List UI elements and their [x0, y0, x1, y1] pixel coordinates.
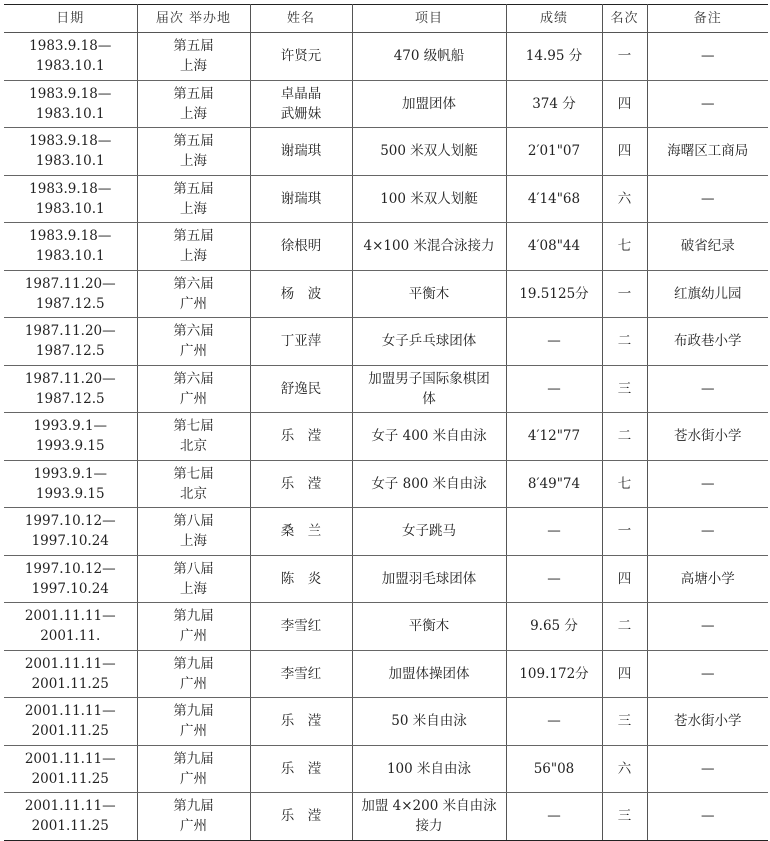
session-venue-cell — [137, 508, 250, 556]
session-venue-cell-line: 上海 — [180, 580, 207, 597]
date-cell-line: 1983.10.1 — [35, 58, 105, 75]
session-venue-cell-line: 第七届 — [173, 465, 214, 482]
date-cell-line: 1983.9.18— — [29, 133, 112, 150]
event-cell — [352, 223, 506, 271]
date-cell — [4, 745, 137, 793]
session-venue-cell-line: 第六届 — [173, 275, 214, 292]
session-venue-cell — [137, 793, 250, 841]
session-venue-cell — [137, 80, 250, 128]
session-venue-cell-line: 上海 — [180, 153, 207, 170]
table-row — [4, 745, 768, 793]
header-note: 备注 — [647, 5, 768, 33]
note-cell: — — [647, 793, 768, 841]
session-venue-cell — [137, 270, 250, 318]
table-row — [4, 80, 768, 128]
table-row — [4, 318, 768, 366]
date-cell — [4, 793, 137, 841]
date-cell-line: 2001.11.11— — [24, 703, 116, 720]
rank-cell: 四 — [602, 128, 647, 176]
header-event: 项目 — [352, 5, 506, 33]
note-cell: 布政巷小学 — [647, 318, 768, 366]
date-cell-line: 1993.9.1— — [33, 465, 108, 482]
date-cell-line: 1987.11.20— — [24, 370, 116, 387]
name-cell-line: 徐根明 — [280, 238, 322, 255]
date-cell — [4, 698, 137, 746]
result-cell: 9.65 分 — [506, 603, 602, 651]
name-cell — [250, 175, 352, 223]
event-cell — [352, 460, 506, 508]
table-body — [4, 33, 768, 841]
name-cell-line: 谢瑞琪 — [280, 143, 322, 160]
event-cell-line: 50 米自由泳 — [391, 713, 467, 730]
result-cell: 4′12"77 — [506, 413, 602, 461]
event-cell — [352, 603, 506, 651]
event-cell — [352, 318, 506, 366]
result-cell: — — [506, 555, 602, 603]
date-cell — [4, 33, 137, 81]
name-cell-line: 谢瑞琪 — [280, 190, 322, 207]
rank-cell: 一 — [602, 270, 647, 318]
rank-cell: 一 — [602, 508, 647, 556]
name-cell-line: 丁亚萍 — [280, 333, 322, 350]
date-cell-line: 2001.11.11— — [24, 798, 116, 815]
event-cell — [352, 33, 506, 81]
name-cell — [250, 365, 352, 413]
name-cell — [250, 555, 352, 603]
session-venue-cell-line: 广州 — [180, 770, 207, 787]
session-venue-cell-line: 广州 — [180, 818, 207, 835]
rank-cell: 六 — [602, 745, 647, 793]
date-cell-line: 1983.9.18— — [29, 180, 112, 197]
session-venue-cell — [137, 650, 250, 698]
event-cell-line: 100 米双人划艇 — [380, 190, 478, 207]
table-row — [4, 460, 768, 508]
event-cell-line: 平衡木 — [408, 285, 450, 302]
session-venue-cell-line: 第七届 — [173, 418, 214, 435]
table-row — [4, 365, 768, 413]
rank-cell: 一 — [602, 33, 647, 81]
result-cell: 2′01"07 — [506, 128, 602, 176]
name-cell-line: 乐 滢 — [280, 475, 322, 492]
result-cell: — — [506, 318, 602, 366]
session-venue-cell-line: 第六届 — [173, 370, 214, 387]
session-venue-cell — [137, 603, 250, 651]
records-table — [4, 4, 768, 841]
event-cell-line: 加盟团体 — [402, 95, 456, 112]
session-venue-cell-line: 第九届 — [173, 655, 214, 672]
session-venue-cell-line: 第五届 — [173, 85, 214, 102]
date-cell — [4, 508, 137, 556]
event-cell-line: 平衡木 — [408, 618, 450, 635]
event-cell — [352, 365, 506, 413]
event-cell-line: 女子 800 米自由泳 — [371, 475, 487, 492]
date-cell-line: 1997.10.12— — [24, 513, 116, 530]
date-cell — [4, 460, 137, 508]
event-cell-line: 女子跳马 — [402, 523, 456, 540]
name-cell-line: 李雪红 — [280, 665, 322, 682]
rank-cell: 三 — [602, 365, 647, 413]
name-cell — [250, 650, 352, 698]
session-venue-cell — [137, 223, 250, 271]
name-cell — [250, 460, 352, 508]
note-cell: — — [647, 603, 768, 651]
session-venue-cell-line: 第八届 — [173, 560, 214, 577]
rank-cell: 四 — [602, 555, 647, 603]
note-cell: — — [647, 508, 768, 556]
event-cell-line: 女子 400 米自由泳 — [371, 428, 487, 445]
session-venue-cell-line: 第八届 — [173, 513, 214, 530]
name-cell — [250, 698, 352, 746]
event-cell-line: 4×100 米混合泳接力 — [363, 238, 495, 255]
note-cell: 苍水街小学 — [647, 698, 768, 746]
date-cell-line: 2001.11.11— — [24, 750, 116, 767]
header-name: 姓名 — [250, 5, 352, 33]
event-cell — [352, 508, 506, 556]
name-cell — [250, 128, 352, 176]
event-cell-line: 体 — [422, 390, 436, 407]
session-venue-cell — [137, 555, 250, 603]
event-cell — [352, 698, 506, 746]
note-cell: 破省纪录 — [647, 223, 768, 271]
date-cell-line: 2001.11.25 — [31, 723, 109, 740]
table-row — [4, 33, 768, 81]
table-row — [4, 413, 768, 461]
event-cell-line: 加盟体操团体 — [388, 665, 470, 682]
name-cell-line: 武姗妹 — [280, 105, 322, 122]
note-cell: 高塘小学 — [647, 555, 768, 603]
result-cell: 4′08"44 — [506, 223, 602, 271]
date-cell-line: 1983.10.1 — [35, 153, 105, 170]
session-venue-cell-line: 第五届 — [173, 228, 214, 245]
session-venue-cell-line: 第五届 — [173, 133, 214, 150]
session-venue-cell — [137, 318, 250, 366]
header-session-venue: 届次 举办地 — [137, 5, 250, 33]
date-cell-line: 1997.10.24 — [31, 533, 109, 550]
rank-cell: 七 — [602, 223, 647, 271]
session-venue-cell-line: 广州 — [180, 723, 207, 740]
name-cell-line: 杨 波 — [280, 285, 322, 302]
event-cell-line: 女子乒乓球团体 — [381, 333, 477, 350]
note-cell: — — [647, 33, 768, 81]
event-cell-line: 500 米双人划艇 — [380, 143, 478, 160]
result-cell: — — [506, 365, 602, 413]
name-cell-line: 舒逸民 — [280, 380, 322, 397]
event-cell — [352, 128, 506, 176]
result-cell: 4′14"68 — [506, 175, 602, 223]
note-cell: 苍水街小学 — [647, 413, 768, 461]
event-cell — [352, 650, 506, 698]
date-cell-line: 2001.11.11— — [24, 608, 116, 625]
session-venue-cell-line: 第六届 — [173, 323, 214, 340]
session-venue-cell-line: 上海 — [180, 105, 207, 122]
rank-cell: 四 — [602, 650, 647, 698]
table-row — [4, 555, 768, 603]
table-row — [4, 223, 768, 271]
date-cell-line: 1983.10.1 — [35, 200, 105, 217]
note-cell: — — [647, 745, 768, 793]
table-row — [4, 128, 768, 176]
records-table-container — [4, 4, 768, 841]
date-cell-line: 2001.11.25 — [31, 675, 109, 692]
rank-cell: 二 — [602, 603, 647, 651]
date-cell — [4, 365, 137, 413]
rank-cell: 三 — [602, 793, 647, 841]
session-venue-cell — [137, 745, 250, 793]
name-cell-line: 卓晶晶 — [280, 85, 322, 102]
event-cell-line: 加盟 4×200 米自由泳 — [361, 798, 497, 815]
result-cell: 109.172分 — [506, 650, 602, 698]
date-cell-line: 2001.11.25 — [31, 770, 109, 787]
event-cell — [352, 555, 506, 603]
date-cell-line: 1983.9.18— — [29, 38, 112, 55]
result-cell: 8′49"74 — [506, 460, 602, 508]
session-venue-cell-line: 上海 — [180, 200, 207, 217]
table-row — [4, 793, 768, 841]
event-cell — [352, 270, 506, 318]
note-cell: 红旗幼儿园 — [647, 270, 768, 318]
date-cell-line: 1987.11.20— — [24, 323, 116, 340]
session-venue-cell-line: 第五届 — [173, 180, 214, 197]
date-cell — [4, 603, 137, 651]
name-cell — [250, 318, 352, 366]
session-venue-cell-line: 第五届 — [173, 38, 214, 55]
date-cell-line: 1993.9.1— — [33, 418, 108, 435]
date-cell — [4, 128, 137, 176]
name-cell — [250, 745, 352, 793]
date-cell — [4, 80, 137, 128]
name-cell-line: 乐 滢 — [280, 808, 322, 825]
session-venue-cell — [137, 33, 250, 81]
table-row — [4, 650, 768, 698]
rank-cell: 三 — [602, 698, 647, 746]
header-rank: 名次 — [602, 5, 647, 33]
rank-cell: 二 — [602, 413, 647, 461]
name-cell — [250, 413, 352, 461]
note-cell: 海曙区工商局 — [647, 128, 768, 176]
table-header-row — [4, 5, 768, 33]
name-cell-line: 桑 兰 — [280, 523, 322, 540]
rank-cell: 七 — [602, 460, 647, 508]
date-cell — [4, 555, 137, 603]
note-cell: — — [647, 650, 768, 698]
table-row — [4, 508, 768, 556]
result-cell: 56"08 — [506, 745, 602, 793]
name-cell — [250, 270, 352, 318]
header-date: 日期 — [4, 5, 137, 33]
name-cell — [250, 223, 352, 271]
result-cell: — — [506, 793, 602, 841]
session-venue-cell-line: 广州 — [180, 675, 207, 692]
session-venue-cell-line: 上海 — [180, 533, 207, 550]
session-venue-cell — [137, 128, 250, 176]
session-venue-cell — [137, 698, 250, 746]
event-cell-line: 加盟男子国际象棋团 — [368, 370, 490, 387]
date-cell-line: 1993.9.15 — [35, 485, 105, 502]
session-venue-cell — [137, 460, 250, 508]
name-cell — [250, 33, 352, 81]
date-cell-line: 1987.12.5 — [35, 343, 105, 360]
session-venue-cell-line: 上海 — [180, 248, 207, 265]
session-venue-cell-line: 第九届 — [173, 798, 214, 815]
name-cell-line: 李雪红 — [280, 618, 322, 635]
event-cell — [352, 175, 506, 223]
note-cell: — — [647, 365, 768, 413]
name-cell-line: 乐 滢 — [280, 713, 322, 730]
date-cell-line: 1997.10.12— — [24, 560, 116, 577]
date-cell — [4, 650, 137, 698]
date-cell-line: 2001.11.11— — [24, 655, 116, 672]
event-cell-line: 接力 — [415, 818, 443, 835]
table-row — [4, 270, 768, 318]
session-venue-cell-line: 北京 — [180, 438, 207, 455]
date-cell — [4, 318, 137, 366]
note-cell: — — [647, 80, 768, 128]
name-cell-line: 乐 滢 — [280, 428, 322, 445]
date-cell — [4, 413, 137, 461]
table-row — [4, 175, 768, 223]
name-cell-line: 许贤元 — [280, 48, 322, 65]
session-venue-cell-line: 广州 — [180, 390, 207, 407]
date-cell-line: 1987.11.20— — [24, 275, 116, 292]
rank-cell: 六 — [602, 175, 647, 223]
session-venue-cell-line: 广州 — [180, 295, 207, 312]
name-cell-line: 陈 炎 — [280, 570, 322, 587]
date-cell-line: 1983.10.1 — [35, 248, 105, 265]
event-cell — [352, 413, 506, 461]
session-venue-cell — [137, 365, 250, 413]
session-venue-cell-line: 广州 — [180, 343, 207, 360]
session-venue-cell-line: 广州 — [180, 628, 207, 645]
session-venue-cell-line: 第九届 — [173, 608, 214, 625]
session-venue-cell — [137, 413, 250, 461]
event-cell-line: 100 米自由泳 — [386, 760, 472, 777]
note-cell: — — [647, 175, 768, 223]
result-cell: 19.5125分 — [506, 270, 602, 318]
rank-cell: 二 — [602, 318, 647, 366]
date-cell-line: 1983.9.18— — [29, 228, 112, 245]
date-cell-line: 1997.10.24 — [31, 580, 109, 597]
session-venue-cell-line: 北京 — [180, 485, 207, 502]
name-cell — [250, 508, 352, 556]
date-cell — [4, 270, 137, 318]
table-row — [4, 603, 768, 651]
date-cell — [4, 223, 137, 271]
date-cell-line: 1987.12.5 — [35, 295, 105, 312]
event-cell — [352, 793, 506, 841]
note-cell: — — [647, 460, 768, 508]
session-venue-cell-line: 第九届 — [173, 703, 214, 720]
table-row — [4, 698, 768, 746]
date-cell-line: 1993.9.15 — [35, 438, 105, 455]
date-cell-line: 2001.11. — [40, 628, 101, 645]
result-cell: — — [506, 508, 602, 556]
result-cell: 14.95 分 — [506, 33, 602, 81]
date-cell — [4, 175, 137, 223]
date-cell-line: 2001.11.25 — [31, 818, 109, 835]
event-cell-line: 470 级帆船 — [393, 48, 465, 65]
event-cell — [352, 80, 506, 128]
event-cell-line: 加盟羽毛球团体 — [381, 570, 477, 587]
result-cell: 374 分 — [506, 80, 602, 128]
header-result: 成绩 — [506, 5, 602, 33]
name-cell-line: 乐 滢 — [280, 760, 322, 777]
event-cell — [352, 745, 506, 793]
date-cell-line: 1983.9.18— — [29, 85, 112, 102]
name-cell — [250, 80, 352, 128]
rank-cell: 四 — [602, 80, 647, 128]
session-venue-cell — [137, 175, 250, 223]
session-venue-cell-line: 上海 — [180, 58, 207, 75]
name-cell — [250, 793, 352, 841]
result-cell: — — [506, 698, 602, 746]
date-cell-line: 1987.12.5 — [35, 390, 105, 407]
name-cell — [250, 603, 352, 651]
date-cell-line: 1983.10.1 — [35, 105, 105, 122]
session-venue-cell-line: 第九届 — [173, 750, 214, 767]
